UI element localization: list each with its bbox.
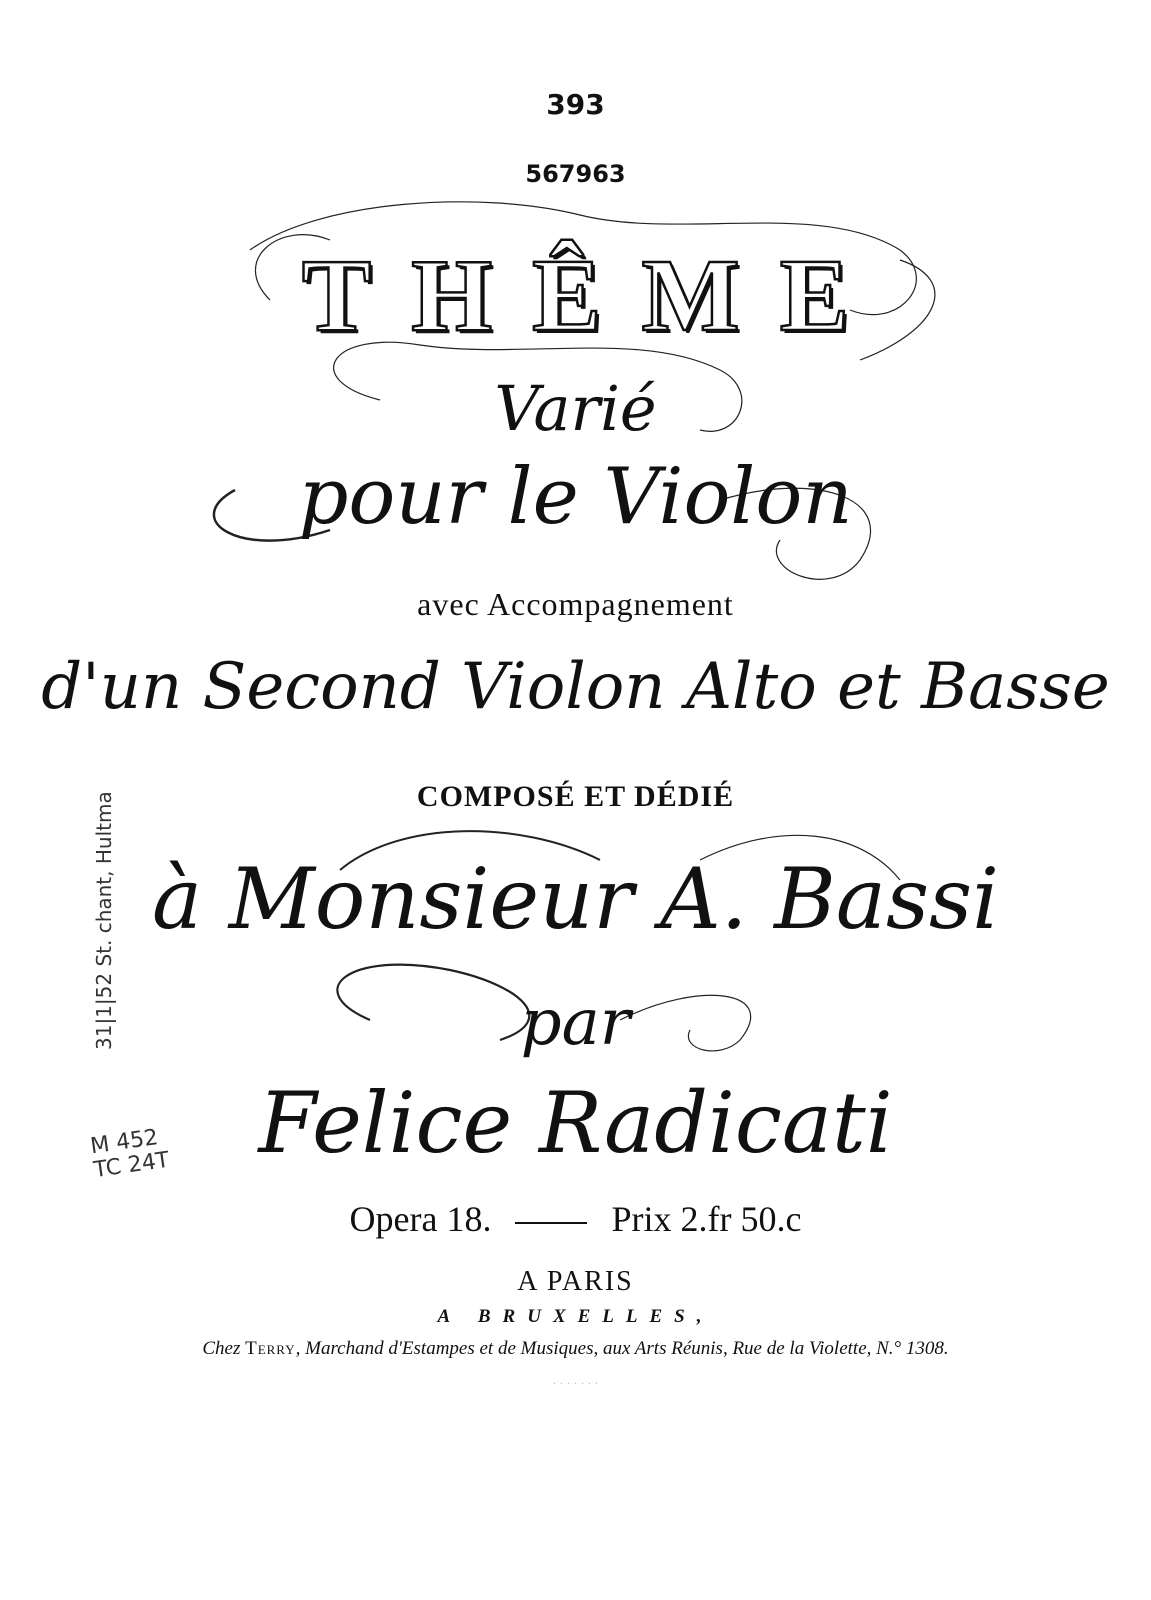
separator-dash [515,1222,587,1224]
margin-call-number [89,1125,171,1183]
dedicatee: à Monsieur A. Bassi [151,850,1000,948]
city-secondary: A BRUXELLES, [437,1306,714,1327]
subtitle-varie: Varié [494,372,657,445]
accompaniment: avec Accompagnement [417,586,734,622]
city-primary: A PARIS [517,1266,634,1297]
by-label: par [520,986,631,1060]
opus-price-line [0,1198,1151,1240]
call-number-text: M 452 TC 24T [88,1125,171,1184]
composer-name: Felice Radicati [258,1074,893,1172]
price: Prix 2.fr 50.c [611,1199,802,1239]
faint-stamp: · · · · · · · [552,1376,599,1390]
accompaniment-instruments: d'un Second Violon Alto et Basse [41,650,1110,724]
publisher-name: Terry [245,1338,296,1359]
opus-number: Opera 18. [349,1199,492,1239]
catalog-number: 567963 [525,160,626,188]
page-number: 393 [546,88,605,121]
publisher-prefix: Chez [202,1338,241,1359]
margin-handwritten-note: 31|1|52 St. chant, Hultma [92,791,116,1050]
publisher-imprint [0,1338,1151,1360]
subtitle-instrument: pour le Violon [298,452,853,542]
dedication-label: COMPOSÉ ET DÉDIÉ [416,780,735,813]
publisher-details: , Marchand d'Estampes et de Musiques, aux Arts Réunis, Rue de la Violette, N.° 1308. [295,1338,949,1359]
title: THÊME [301,238,890,353]
